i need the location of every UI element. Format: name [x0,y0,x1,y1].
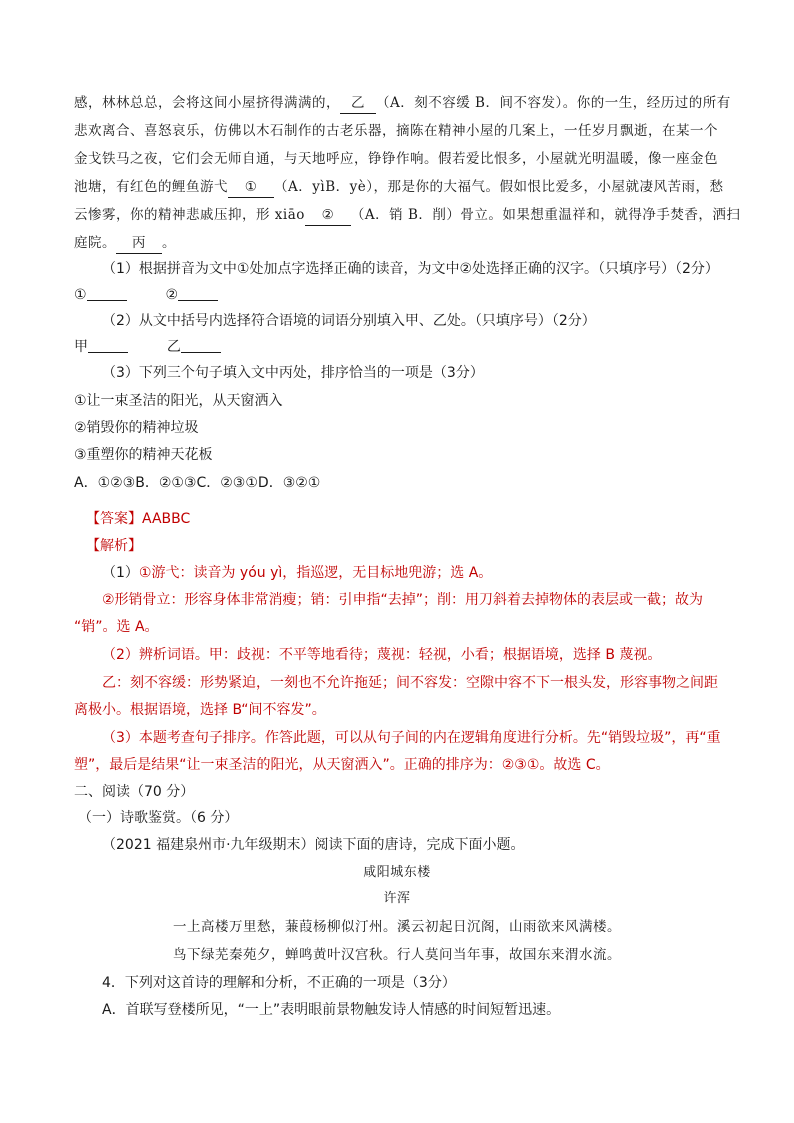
section-heading: 二、阅读（70 分） [74,784,195,800]
analysis-p4: （2）辨析词语。甲：歧视：不平等地看待；蔑视：轻视，小看；根据语境，选择 B 蔑视。 [102,647,662,663]
source-note: （2021 福建泉州市·九年级期末）阅读下面的唐诗，完成下面小题。 [102,837,525,853]
sentence-2: ②销毁你的精神垃圾 [74,420,199,436]
question-2-blanks: 甲 乙 [74,334,724,360]
passage-line-3: 金戈铁马之夜，它们会无师自通，与天地呼应，铮铮作响。假若爱比恨多，小屋就光明温暖，像一座金色 [74,151,718,167]
poem-author: 许浑 [383,891,411,906]
blank-1: ① [228,177,274,198]
question-4: 4．下列对这首诗的理解和分析，不正确的一项是（3分） [102,975,456,991]
answer: 【答案】AABBC [86,511,191,527]
blank-yi: 乙 [340,93,376,114]
analysis-p2: ②形销骨立：形容身体非常消瘦；销：引申指“去掉”；削：用刀斜着去掉物体的表层或一截；故为 [102,592,704,608]
passage-line-2: 悲欢离合、喜怒哀乐，仿佛以木石制作的古老乐器，摘陈在精神小屋的几案上，一任岁月飘逝，在某一个 [74,123,718,139]
question-1-blanks: ① ② [74,282,724,308]
analysis-p6: 离极小。根据语境，选择 B“间不容发”。 [74,702,326,718]
passage-line-6: 庭院。 丙 。 [74,230,724,256]
subsection-heading: （一）诗歌鉴赏。（6 分） [78,810,239,826]
question-4-option-a: A．首联写登楼所见，“一上”表明眼前景物触发诗人情感的时间短暂迅速。 [102,1002,561,1018]
poem-title: 咸阳城东楼 [363,865,431,880]
poem-line-2: 鸟下绿芜秦苑夕，蝉鸣黄叶汉宫秋。行人莫问当年事，故国东来渭水流。 [173,947,621,963]
analysis-label: 【解析】 [86,538,142,554]
analysis-p7: （3）本题考查句子排序。作答此题，可以从句子间的内在逻辑角度进行分析。先“销毁垃圾”，再“重 [102,730,721,746]
analysis-p1: （1）①游弋：读音为 yóu yì，指巡逻，无目标地兜游；选 A。 [102,565,493,581]
blank-2: ② [305,205,351,226]
answer-blank-yi[interactable] [181,336,221,353]
question-2: （2）从文中括号内选择符合语境的词语分别填入甲、乙处。（只填序号）（2分） [102,313,596,329]
poem-line-1: 一上高楼万里愁，蒹葭杨柳似汀州。溪云初起日沉阁，山雨欲来风满楼。 [173,919,621,935]
passage-line-4: 池塘，有红色的鲤鱼游弋 ① （A．yìB．yè），那是你的大福气。假如恨比爱多，小屋就凄风苦雨，愁 [74,174,724,200]
analysis-p8: 塑”，最后是结果“让一束圣洁的阳光，从天窗洒入”。正确的排序为：②③①。故选 C。 [74,757,610,773]
answer-blank-jia[interactable] [88,336,128,353]
blank-bing: 丙 [116,233,162,254]
analysis-p5: 乙：刻不容缓：形势紧迫，一刻也不允许拖延；间不容发：空隙中容不下一根头发，形容事物之间距 [102,675,718,691]
sentence-3: ③重塑你的精神天花板 [74,447,213,463]
question-3: （3）下列三个句子填入文中丙处，排序恰当的一项是（3分） [102,365,484,381]
question-1: （1）根据拼音为文中①处加点字选择正确的读音，为文中②处选择正确的汉字。（只填序号）（2分） [102,261,719,277]
analysis-p3: “销”。选 A。 [74,619,159,635]
answer-blank-2[interactable] [178,284,218,301]
sentence-1: ①让一束圣洁的阳光，从天窗洒入 [74,393,283,409]
passage-line-1: 感，林林总总，会将这间小屋挤得满满的， 乙 （A．刻不容缓 B．间不容发）。你的一生，经历过的所有 [74,90,724,116]
question-3-options: A．①②③B．②①③C．②③①D．③②① [74,475,321,491]
passage-line-5: 云惨雾，你的精神悲戚压抑，形 xiāo ② （A．销 B．削）骨立。如果想重温祥和，就得净手焚香，洒扫 [74,202,724,228]
answer-blank-1[interactable] [87,284,127,301]
